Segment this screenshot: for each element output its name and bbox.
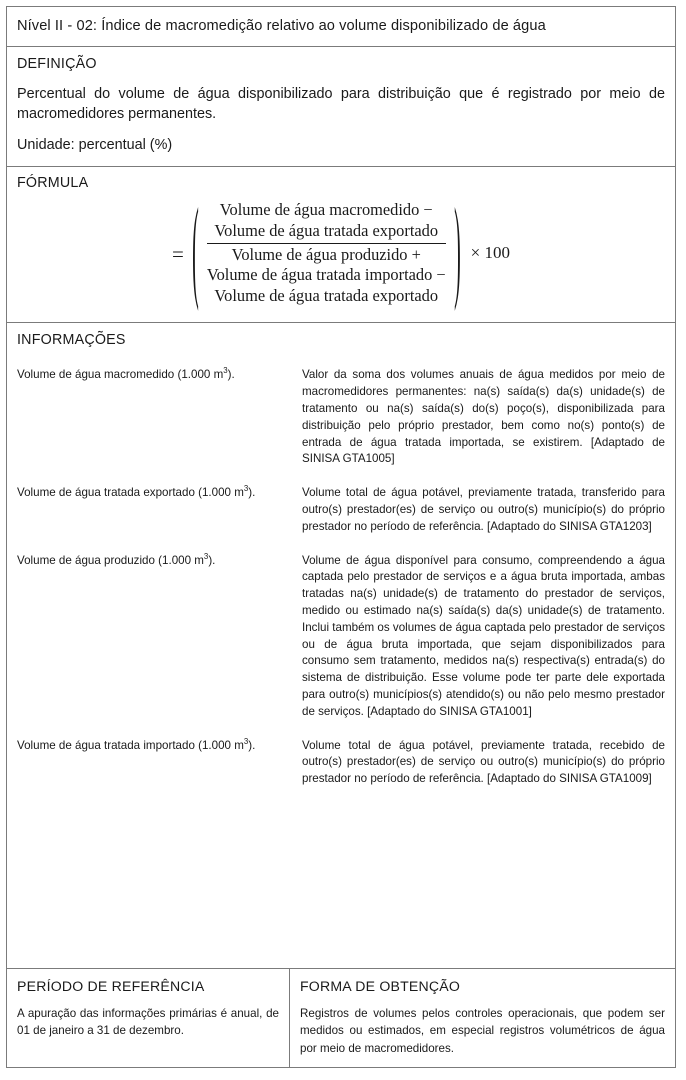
information-row xyxy=(17,553,665,721)
term-superscript: 3 xyxy=(243,484,249,494)
denominator-line-3: Volume de água tratada exportado xyxy=(214,285,439,305)
definition-text: Percentual do volume de água disponibilizado para distribuição que é registrado por meio de macromedidores permanentes. xyxy=(17,85,665,123)
term-suffix: ). xyxy=(248,738,256,752)
formula-section xyxy=(7,166,675,322)
right-parenthesis: ) xyxy=(453,190,461,317)
obtaining-method-section xyxy=(290,969,675,1067)
information-description: Volume total de água potável, previamente tratada, recebido de outro(s) prestador(es) de serviço ou outro(s) município(s) do próprio prestador no período de referência. [Adaptado do SINISA GTA1009] xyxy=(302,738,665,786)
bottom-sections xyxy=(7,968,675,1067)
term-superscript: 3 xyxy=(203,551,209,561)
equals-sign: = xyxy=(172,241,184,266)
term-suffix: ). xyxy=(227,368,235,382)
fraction-numerator xyxy=(214,200,438,241)
information-row xyxy=(17,485,665,535)
term-text: Volume de água tratada exportado (1.000 m xyxy=(17,486,244,500)
formula-heading: FÓRMULA xyxy=(17,175,89,192)
formula-multiplier: × 100 xyxy=(470,243,510,263)
information-heading: INFORMAÇÕES xyxy=(17,332,126,349)
information-row xyxy=(17,738,665,788)
formula-expression xyxy=(17,190,665,317)
information-term xyxy=(17,485,300,535)
term-suffix: ). xyxy=(248,486,256,500)
information-section xyxy=(7,322,675,967)
term-text: Volume de água tratada importado (1.000 m xyxy=(17,738,244,752)
information-term xyxy=(17,553,300,721)
information-description: Volume total de água potável, previamente tratada, transferido para outro(s) prestador(es) de serviço ou outro(s) município(s) do próprio prestador no período de referência. [Adaptado do SINISA GTA1203] xyxy=(302,486,665,533)
numerator-line-1: Volume de água macromedido − xyxy=(219,200,433,220)
information-term xyxy=(17,367,300,468)
term-superscript: 3 xyxy=(223,366,228,376)
indicator-title-row xyxy=(7,7,675,46)
denominator-line-1: Volume de água produzido + xyxy=(231,244,421,264)
term-text: Volume de água macromedido (1.000 m xyxy=(17,368,224,382)
term-superscript: 3 xyxy=(243,736,249,746)
formula-fraction xyxy=(200,200,453,306)
obtaining-method-heading: FORMA DE OBTENÇÃO xyxy=(300,977,461,994)
fraction-bar xyxy=(207,243,446,244)
definition-heading: DEFINIÇÃO xyxy=(17,55,97,72)
left-parenthesis: ( xyxy=(192,190,199,317)
definition-section xyxy=(7,46,675,167)
indicator-sheet xyxy=(6,6,676,1068)
definition-unit: Unidade: percentual (%) xyxy=(17,136,173,153)
information-description: Volume de água disponível para consumo, compreendendo a água captada pelo prestador de serviços e a água bruta importada, ambas tratadas na(s) unidade(s) de tratamento do prestador de serviços, medido ou estimado na(s) saída(s) da(s) unidade(s) de tratamento. Inclui também os volumes de água captada pelo prestador de serviços ou de água bruta importada, que sejam disponibilizados para consumo sem tratamento, medidos na(s) respectiva(s) entrada(s) do sistema de distribuição. Esse volume pode ter parte dele exportada para outro(s) municípios(s) atendido(s) ou não pelo mesmo prestador de serviços. [Adaptado do SINISA GTA1001] xyxy=(302,553,665,718)
reference-period-text: A apuração das informações primárias é anual, de 01 de janeiro a 31 de dezembro. xyxy=(17,1006,279,1038)
numerator-line-2: Volume de água tratada exportado xyxy=(214,220,439,240)
information-row xyxy=(17,367,665,468)
term-suffix: ). xyxy=(208,553,216,567)
fraction-denominator xyxy=(207,245,446,307)
reference-period-section xyxy=(7,969,290,1067)
obtaining-method-text: Registros de volumes pelos controles operacionais, que podem ser medidos ou estimados, em especial registros volumétricos de água por meio de macromedidores. xyxy=(300,1006,665,1055)
information-description: Valor da soma dos volumes anuais de água medidos por meio de macromedidores permanentes: na(s) saída(s) da(s) unidade(s) de tratamento ou na(s) saída(s) do(s) poço(s), disponibilizada para distribuição pelo próprio prestador, bem como no(s) ponto(s) de entrada de água tratada importada, se existirem. [Adaptado de SINISA GTA1005] xyxy=(302,368,665,466)
information-term xyxy=(17,738,300,788)
term-text: Volume de água produzido (1.000 m xyxy=(17,553,204,567)
denominator-line-2: Volume de água tratada importado − xyxy=(206,265,446,285)
reference-period-heading: PERÍODO DE REFERÊNCIA xyxy=(17,977,205,994)
page-title: Nível II - 02: Índice de macromedição relativo ao volume disponibilizado de água xyxy=(17,18,546,34)
